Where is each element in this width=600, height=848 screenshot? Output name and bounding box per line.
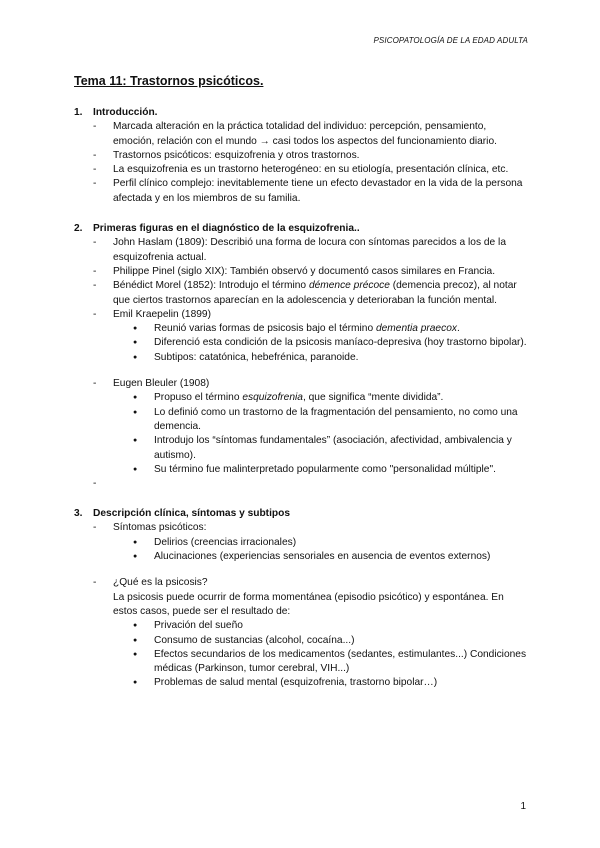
list-item: - Perfil clínico complejo: inevitablemente tiene un efecto devastador en la vida de la persona afectada y en los miembros de su familia. [93,177,530,206]
list-item-psicosis [93,576,530,690]
section-heading [74,222,530,236]
list-item-pinel: - Philippe Pinel (siglo XIX): También observó y documentó casos similares en Francia. [93,265,530,279]
bleuler-name: Eugen Bleuler (1908) [113,378,210,390]
list-item: - Trastornos psicóticos: esquizofrenia y otros trastornos. [93,149,530,163]
dash-list [74,120,530,206]
bullet-item [133,322,530,336]
bullet-list [113,536,530,565]
bullet-item: ● Introdujo los “síntomas fundamentales” (asociación, afectividad, ambivalencia y autismo). [133,434,530,463]
list-item: - Marcada alteración en la práctica totalidad del individuo: percepción, pensamiento, emoción, relación con el mundo → casi todos los aspectos del funcionamiento diario. [93,120,530,149]
text: Propuso el término [154,392,243,404]
text: (demencia precoz), al notar que ciertos trastornos aparecían en la adolescencia y deterioraban la función mental. [113,280,517,306]
text: . [456,323,460,335]
list-item-kraepelin [93,308,530,365]
bullet-item [133,391,530,405]
kraepelin-name: Emil Kraepelin (1899) [113,308,211,320]
bullet-item: ● Diferenció esta condición de la psicosis maníaco-depresiva (hoy trastorno bipolar). [133,336,530,350]
bullet-item: ● Su término fue malinterpretado popularmente como "personalidad múltiple". [133,463,530,477]
section-heading [74,106,530,120]
list-item-bleuler [93,377,530,477]
bullet-item: ● Efectos secundarios de los medicamentos (sedantes, estimulantes...) Condiciones médicas (Parkinson, tumor cerebral, VIH...) [133,648,530,677]
section-introduccion [74,106,530,206]
section-heading [74,507,530,521]
section-number: 3. [74,508,83,520]
bullet-item: ● Delirios (creencias irracionales) [133,536,530,550]
psicosis-description: La psicosis puede ocurrir de forma momentánea (episodio psicótico) y espontánea. En estos casos, puede ser el resultado de: [113,591,504,617]
psicosis-question: - ¿Qué es la psicosis? [113,577,208,589]
sintomas-label: Síntomas psicóticos: [113,522,207,534]
list-item-morel [93,279,530,308]
page-number: 1 [520,801,526,812]
term-italic: esquizofrenia [242,392,303,404]
bullet-item: ● Problemas de salud mental (esquizofrenia, trastorno bipolar…) [133,676,530,690]
list-item-haslam: - John Haslam (1809): Describió una forma de locura con síntomas parecidos a los de la esquizofrenia actual. [93,236,530,265]
bullet-list [113,391,530,477]
dash-list [74,521,530,690]
section-title: Descripción clínica, síntomas y subtipos [93,508,291,520]
section-primeras-figuras [74,222,530,491]
term-italic: dementia praecox [375,323,457,335]
document-body [74,106,530,707]
bullet-item: ● Lo definió como un trastorno de la fragmentación del pensamiento, no como una demencia. [133,406,530,435]
text: , que significa “mente dividida”. [302,392,444,404]
bullet-item: ● Subtipos: catatónica, hebefrénica, paranoide. [133,351,530,365]
bullet-item: ● Privación del sueño [133,619,530,633]
empty-list-item [93,477,530,491]
text: Bénédict Morel (1852): Introdujo el término [113,280,309,292]
section-number: 2. [74,223,83,235]
section-number: 1. [74,107,83,118]
running-header: PSICOPATOLOGÍA DE LA EDAD ADULTA [373,36,528,45]
list-item: - La esquizofrenia es un trastorno heterogéneo: en su etiología, presentación clínica, etc. [93,163,530,177]
bullet-list [113,322,530,365]
section-title: Primeras figuras en el diagnóstico de la esquizofrenia.. [93,223,360,235]
bullet-item: ● Alucinaciones (experiencias sensoriales en ausencia de eventos externos) [133,550,530,564]
section-descripcion-clinica [74,507,530,691]
list-item-sintomas [93,521,530,564]
term-italic: démence précoce [308,280,390,292]
dash-list [74,236,530,491]
bullet-list [113,619,530,690]
page-title: Tema 11: Trastornos psicóticos. [74,74,264,88]
section-title: Introducción. [93,107,158,118]
bullet-item: ● Consumo de sustancias (alcohol, cocaína...) [133,634,530,648]
text: Reunió varias formas de psicosis bajo el término [154,323,376,335]
